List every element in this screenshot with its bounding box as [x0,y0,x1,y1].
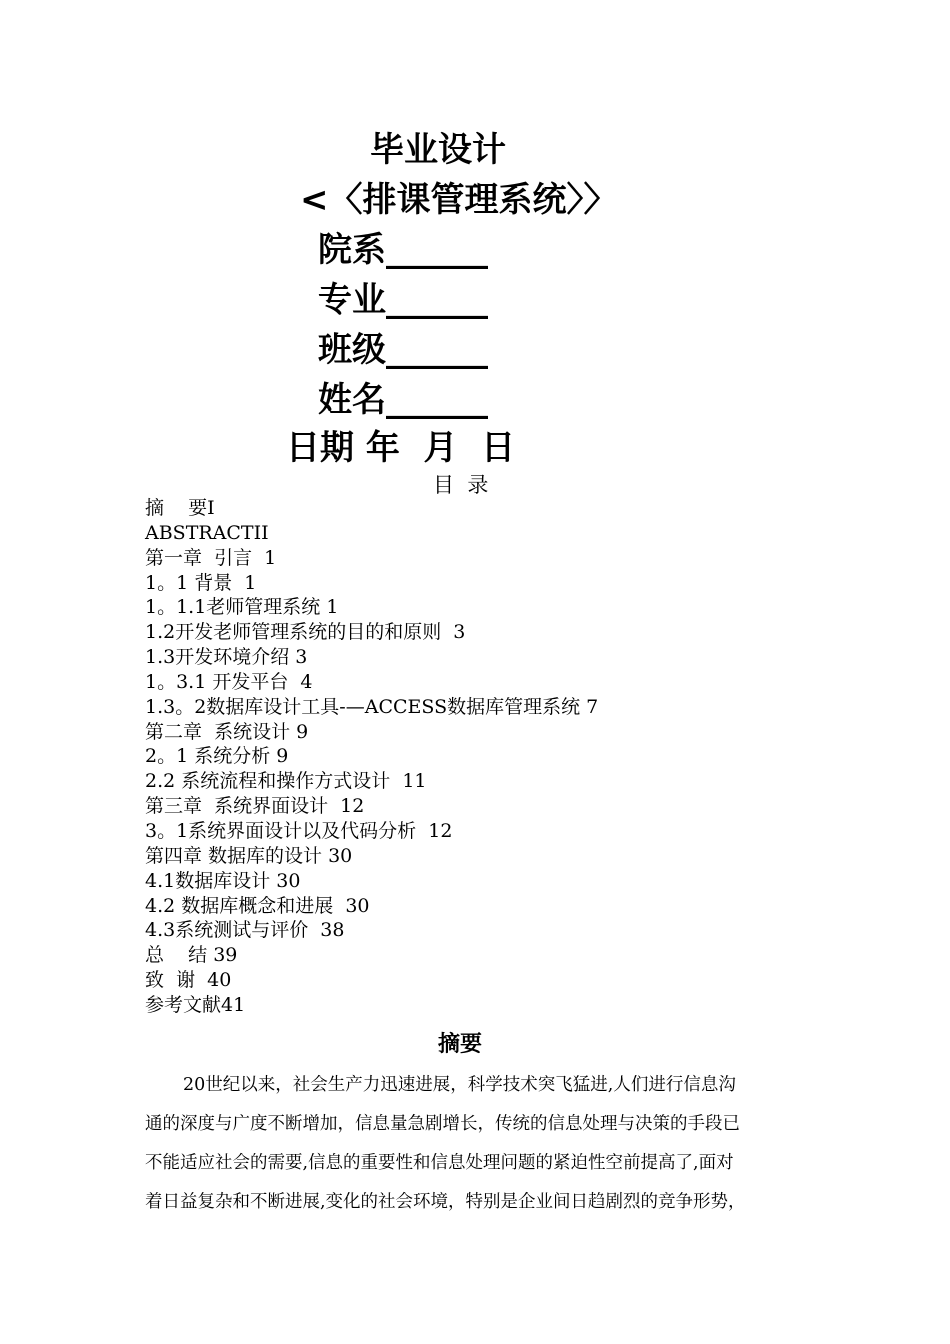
toc-item: 1.3。2数据库设计工具-—ACCESS数据库管理系统 7 [145,695,599,718]
major-field: 专业______ [318,280,488,320]
toc-heading: 目 录 [433,473,489,497]
abstract-line: 20世纪以来，社会生产力迅速进展，科学技术突飞猛进,人们进行信息沟 [183,1075,736,1095]
abstract-line: 着日益复杂和不断进展,变化的社会环境，特别是企业间日趋剧烈的竞争形势， [145,1192,746,1212]
document-subtitle: <〈排课管理系统〉〉 [300,180,618,220]
toc-item: 1。1.1老师管理系统 1 [145,596,339,619]
toc-item: 1.2开发老师管理系统的目的和原则 3 [145,621,466,644]
abstract-line: 通的深度与广度不断增加，信息量急剧增长，传统的信息处理与决策的手段已 [145,1114,740,1134]
abstract-line: 不能适应社会的需要,信息的重要性和信息处理问题的紧迫性空前提高了,面对 [145,1153,734,1173]
toc-item: 摘 要I [145,497,215,519]
toc-item: 第二章 系统设计 9 [145,720,309,743]
abstract-heading: 摘要 [438,1032,483,1057]
toc-item: 致 谢 40 [145,969,232,992]
toc-item: 1.3开发环境介绍 3 [145,646,308,669]
toc-item: 1。3.1 开发平台 4 [145,670,313,693]
toc-item: 1。1 背景 1 [145,571,257,594]
toc-item: 3。1系统界面设计以及代码分析 12 [145,819,453,842]
toc-item: 4.2 数据库概念和进展 30 [145,894,370,917]
toc-item: 4.3系统测试与评价 38 [145,919,345,942]
abstract-paragraph [145,1066,805,1222]
toc-item: 第四章 数据库的设计 30 [145,844,353,867]
class-field: 班级______ [318,330,488,370]
document-title: 毕业设计 [370,130,506,170]
name-field: 姓名______ [318,380,488,420]
toc-item: ABSTRACTII [145,521,269,544]
table-of-contents [145,496,598,1018]
toc-item: 参考文献41 [145,993,246,1016]
toc-item: 2。1 系统分析 9 [145,745,289,768]
toc-item: 2.2 系统流程和操作方式设计 11 [145,770,427,793]
toc-item: 第三章 系统界面设计 12 [145,795,365,818]
toc-item: 4.1数据库设计 30 [145,869,301,892]
date-field: 日期 年 月 日 [286,428,516,468]
toc-item: 总 结 39 [145,944,238,967]
toc-item: 第一章 引言 1 [145,546,277,569]
department-field: 院系______ [318,230,488,270]
